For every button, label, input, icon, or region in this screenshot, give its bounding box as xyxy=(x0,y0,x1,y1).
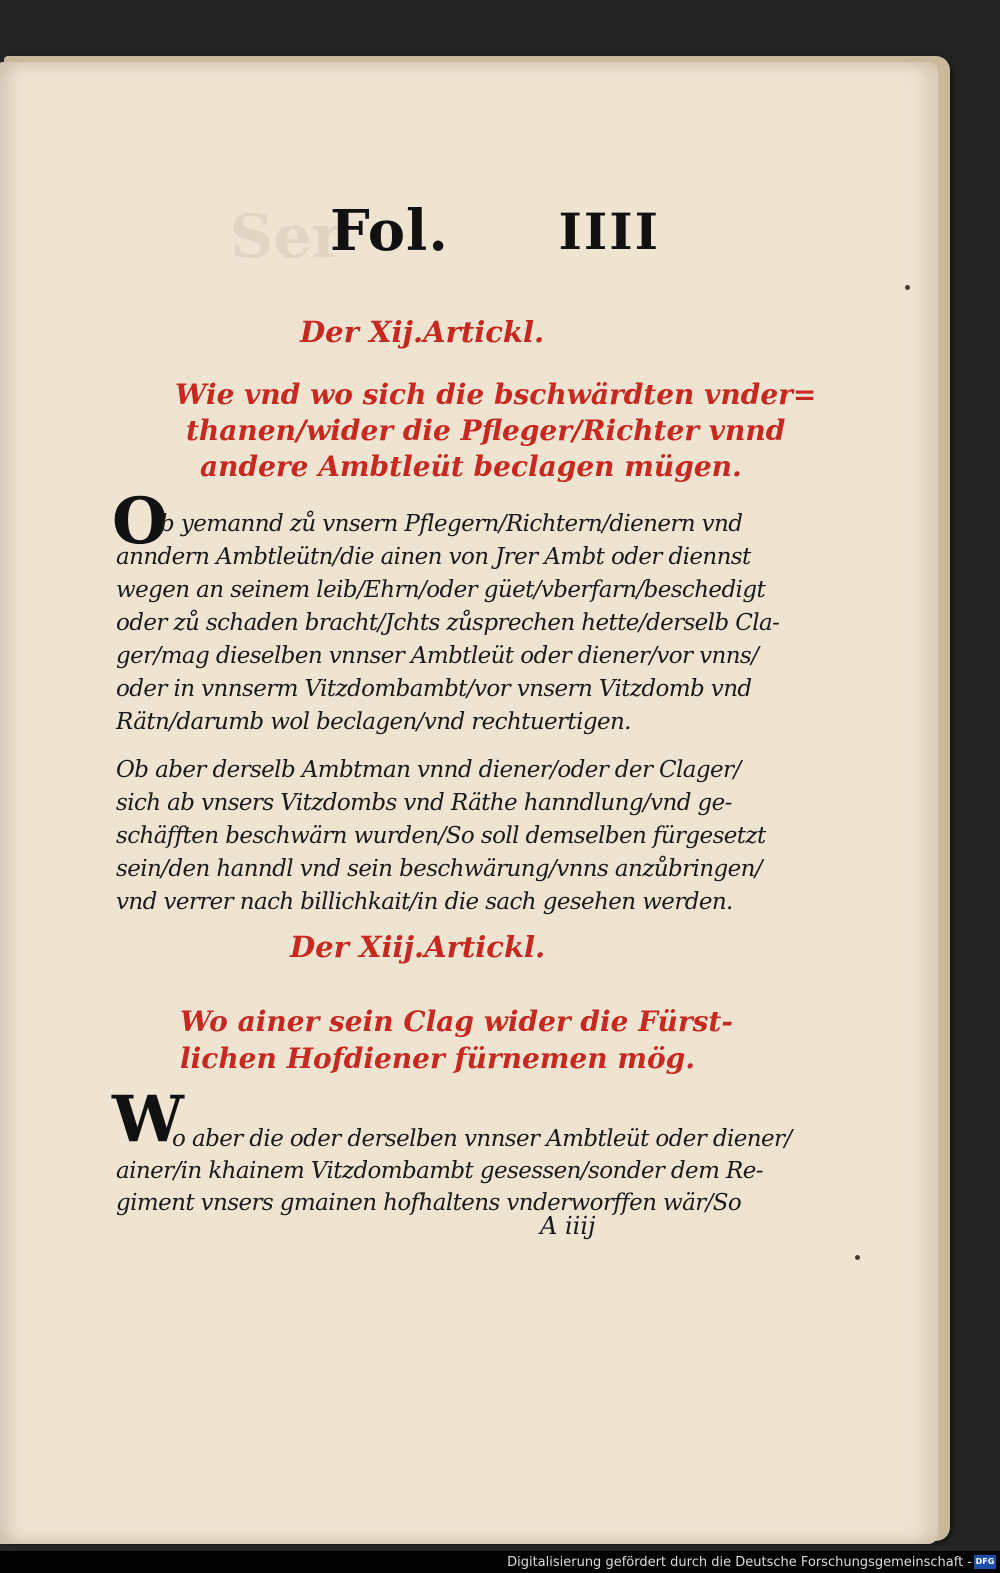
folio-number: IIII xyxy=(558,202,660,261)
text-line: oder zů schaden bracht/Jchts zůsprechen hette/derselb Cla- xyxy=(116,610,780,636)
text-line: ainer/in khainem Vitzdombambt gesessen/sonder dem Re- xyxy=(116,1158,763,1184)
text-line: b yemannd zů vnsern Pflegern/Richtern/dienern vnd xyxy=(160,511,743,537)
article-13-title-line-2: lichen Hofdiener fürnemen mög. xyxy=(180,1042,695,1075)
text-line: o aber die oder derselben vnnser Ambtleüt oder diener/ xyxy=(172,1126,792,1152)
text-line: anndern Ambtleütn/die ainen von Jrer Ambt oder diennst xyxy=(116,544,751,570)
text-line: vnd verrer nach billichkait/in die sach gesehen werden. xyxy=(116,889,733,915)
text-line: Rätn/darumb wol beclagen/vnd rechtuertigen. xyxy=(116,709,631,735)
footer-credit: Digitalisierung gefördert durch die Deutsche Forschungsgemeinschaft - xyxy=(507,1554,972,1570)
text-line: Ob aber derselb Ambtman vnnd diener/oder der Clager/ xyxy=(116,757,741,783)
footer-bar xyxy=(0,1551,1000,1573)
folio-label: Fol. xyxy=(330,198,449,264)
article-12-heading: Der Xij.Artickl. xyxy=(300,315,545,349)
signature-mark: A iiij xyxy=(540,1212,596,1240)
dfg-logo-icon: DFG xyxy=(974,1555,996,1569)
text-line: sein/den hanndl vnd sein beschwärung/vnns anzůbringen/ xyxy=(116,856,762,882)
article-12-title-line-2: thanen/wider die Pfleger/Richter vnnd xyxy=(186,414,786,447)
text-line: wegen an seinem leib/Ehrn/oder güet/vberfarn/beschedigt xyxy=(116,577,766,603)
text-line: ger/mag dieselben vnnser Ambtleüt oder diener/vor vnns/ xyxy=(116,643,759,669)
paper-speck xyxy=(905,285,910,290)
article-13-heading: Der Xiij.Artickl. xyxy=(290,930,546,964)
article-12-title-line-3: andere Ambtleüt beclagen mügen. xyxy=(200,450,742,483)
text-line: schäfften beschwärn wurden/So soll demselben fürgesetzt xyxy=(116,823,766,849)
text-line: sich ab vnsers Vitzdombs vnd Räthe hanndlung/vnd ge- xyxy=(116,790,732,816)
drop-cap-o: O xyxy=(112,484,168,559)
text-line: giment vnsers gmainen hofhaltens vnderworffen wär/So xyxy=(116,1190,742,1216)
bleed-through: Ser xyxy=(230,202,344,272)
article-12-title-line-1: Wie vnd wo sich die bschwärdten vnder= xyxy=(175,378,817,411)
paper-speck xyxy=(855,1255,860,1260)
article-13-title-line-1: Wo ainer sein Clag wider die Fürst- xyxy=(180,1005,733,1038)
folio-header xyxy=(330,198,660,268)
drop-cap-w: W xyxy=(112,1082,184,1157)
text-line: oder in vnnserm Vitzdombambt/vor vnsern Vitzdomb vnd xyxy=(116,676,752,702)
